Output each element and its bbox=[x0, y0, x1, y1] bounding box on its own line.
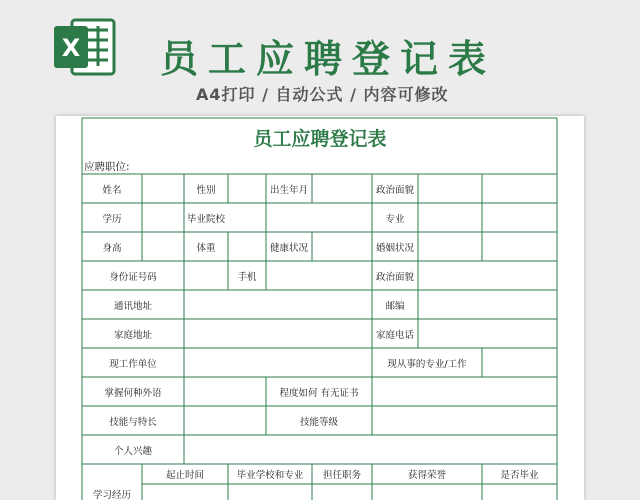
label-languages: 掌握何种外语 bbox=[104, 387, 162, 399]
svg-text:X: X bbox=[61, 34, 81, 62]
label-current-employer: 现工作单位 bbox=[109, 358, 157, 370]
label-marital: 婚姻状况 bbox=[375, 242, 414, 254]
label-gender: 性别 bbox=[196, 184, 216, 196]
label-political: 政治面貌 bbox=[375, 184, 414, 196]
study-header: 担任职务 bbox=[322, 470, 361, 481]
label-study-history: 学习经历 bbox=[92, 490, 131, 500]
form-title: 员工应聘登记表 bbox=[253, 128, 387, 150]
label-address: 通讯地址 bbox=[113, 300, 152, 312]
study-header: 毕业学校和专业 bbox=[236, 470, 304, 481]
label-mobile: 手机 bbox=[237, 271, 257, 283]
label-school: 毕业院校 bbox=[186, 213, 225, 225]
label-hobbies: 个人兴趣 bbox=[113, 445, 152, 457]
form-sheet bbox=[56, 116, 584, 500]
label-education: 学历 bbox=[102, 213, 122, 225]
excel-icon bbox=[52, 18, 116, 76]
label-health: 健康状况 bbox=[269, 242, 308, 254]
label-current-job: 现从事的专业/工作 bbox=[387, 358, 467, 370]
label-major: 专业 bbox=[385, 213, 405, 225]
label-home-phone: 家庭电话 bbox=[375, 329, 414, 341]
label-skills: 技能与特长 bbox=[109, 416, 157, 428]
label-weight: 体重 bbox=[196, 242, 216, 254]
banner-title: 员工应聘登记表 bbox=[160, 37, 497, 81]
label-birth: 出生年月 bbox=[269, 184, 308, 196]
study-header: 获得荣誉 bbox=[407, 470, 446, 481]
label-height: 身高 bbox=[102, 242, 122, 254]
label-postcode: 邮编 bbox=[385, 300, 405, 312]
label-political-2: 政治面貌 bbox=[375, 271, 414, 283]
label-skill-level: 技能等级 bbox=[299, 416, 338, 428]
label-proficiency: 程度如何 有无证书 bbox=[279, 387, 359, 399]
label-name: 姓名 bbox=[102, 184, 122, 196]
study-header: 起止时间 bbox=[165, 470, 204, 481]
label-id-number: 身份证号码 bbox=[109, 271, 157, 283]
banner-subtitle: A4打印 / 自动公式 / 内容可修改 bbox=[196, 85, 449, 104]
label-home-address: 家庭地址 bbox=[113, 329, 152, 341]
study-header: 是否毕业 bbox=[500, 470, 539, 481]
position-label: 应聘职位: bbox=[84, 161, 130, 173]
